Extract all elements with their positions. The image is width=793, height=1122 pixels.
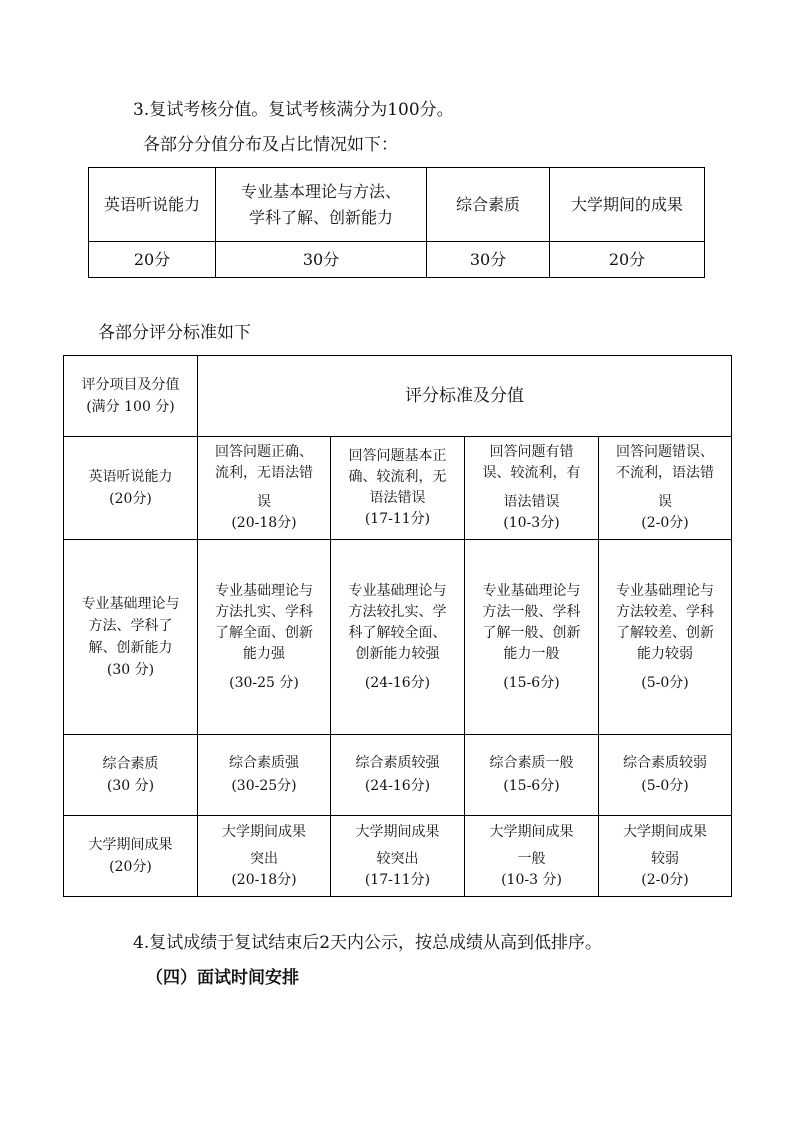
cell-line: 综合素质一般: [489, 755, 574, 771]
cell-line: 综合素质较弱: [623, 755, 707, 771]
value-cell-achievements: 20分: [550, 242, 705, 278]
cell-line: 一般: [517, 850, 546, 867]
header-cell-quality: 综合素质: [427, 168, 550, 242]
cell-line: 误、较流利，有: [482, 465, 581, 481]
item-line: (20分): [109, 491, 152, 507]
cell-line: 方法较差、学科: [616, 603, 714, 620]
criteria-item-theory: [64, 540, 198, 735]
criteria-cell: [465, 816, 599, 897]
cell-line: 回答问题基本正: [348, 448, 447, 464]
cell-line: 确、较流利，无: [348, 469, 447, 485]
cell-line: 大学期间成果: [222, 823, 306, 840]
cell-line: 语法错误: [503, 494, 560, 510]
criteria-cell: [331, 437, 465, 540]
item-line: 解、创新能力: [88, 640, 173, 656]
cell-score: (15-6分): [503, 778, 560, 794]
criteria-cell: [465, 437, 599, 540]
criteria-cell: [599, 437, 732, 540]
criteria-header-left: [64, 356, 198, 437]
criteria-cell: [331, 735, 465, 816]
criteria-item-english: [64, 437, 198, 540]
table-row: [64, 540, 732, 735]
cell-line: 误: [257, 494, 271, 510]
cell-line: 方法扎实、学科: [215, 603, 313, 620]
criteria-cell: [198, 437, 331, 540]
criteria-cell: [599, 816, 732, 897]
cell-line: 专业基础理论与: [348, 582, 447, 599]
cell-line: 回答问题错误、: [616, 444, 714, 460]
cell-line: 了解较差、创新: [616, 624, 714, 641]
criteria-cell: [198, 735, 331, 816]
cell-score: (5-0分): [641, 674, 689, 691]
cell-line: 能力强: [243, 645, 285, 662]
criteria-table: [63, 355, 732, 897]
item-line: (20分): [109, 859, 152, 875]
cell-line: 流利，无语法错: [215, 465, 313, 481]
cell-line: 突出: [250, 850, 278, 867]
header-cell-english: 英语听说能力: [89, 168, 216, 242]
criteria-cell: [465, 540, 599, 735]
cell-line: 回答问题有错: [489, 444, 574, 460]
cell-score: (10-3 分): [501, 871, 562, 888]
cell-line: 大学期间成果: [623, 823, 707, 840]
cell-line: 了解一般、创新: [482, 624, 581, 641]
table-row: [89, 242, 705, 278]
distribution-table: [88, 167, 705, 278]
cell-line: 方法较扎实、学: [348, 603, 447, 620]
item-line: 英语听说能力: [88, 469, 173, 485]
cell-score: (5-0分): [641, 778, 689, 794]
criteria-cell: [331, 816, 465, 897]
criteria-item-quality: [64, 735, 198, 816]
cell-line: 专业基础理论与: [482, 582, 581, 599]
criteria-header-left-line1: 评分项目及分值: [81, 377, 180, 393]
item-line: (30 分): [106, 778, 155, 794]
item-line: 大学期间成果: [88, 837, 173, 853]
header-cell-achievements: 大学期间的成果: [550, 168, 705, 242]
criteria-item-achievements: [64, 816, 198, 897]
cell-line: 方法一般、学科: [482, 603, 581, 620]
cell-line: 专业基础理论与: [616, 582, 714, 599]
cell-line: 能力较弱: [637, 645, 693, 662]
criteria-header-left-line2: (满分 100 分): [86, 399, 175, 415]
table-row: [64, 735, 732, 816]
cell-line: 大学期间成果: [489, 823, 574, 840]
table-row: [64, 356, 732, 437]
cell-score: (20-18分): [231, 871, 297, 888]
criteria-header-right: 评分标准及分值: [198, 356, 732, 437]
cell-line: 能力一般: [503, 645, 560, 662]
cell-line: 不流利，语法错: [616, 465, 714, 481]
item-line: 综合素质: [102, 756, 159, 772]
cell-line: 综合素质较强: [355, 755, 440, 771]
criteria-cell: [599, 540, 732, 735]
cell-line: 专业基础理论与: [215, 582, 313, 599]
criteria-cell: [465, 735, 599, 816]
table-row: [89, 168, 705, 242]
cell-score: (2-0分): [641, 871, 689, 888]
publication-paragraph: 4.复试成绩于复试结束后2天内公示，按总成绩从高到低排序。: [133, 933, 603, 953]
item-line: (30 分): [106, 662, 155, 678]
cell-score: (2-0分): [641, 515, 689, 531]
value-cell-quality: 30分: [427, 242, 550, 278]
item-line: 专业基础理论与: [81, 596, 180, 612]
cell-line: 回答问题正确、: [215, 444, 313, 460]
cell-score: (30-25分): [231, 778, 297, 794]
criteria-cell: [198, 540, 331, 735]
criteria-intro-paragraph: 各部分评分标准如下: [98, 323, 251, 343]
header-cell-theory: [216, 168, 427, 242]
cell-score: (30-25 分): [229, 674, 299, 691]
cell-score: (24-16分): [364, 674, 431, 691]
cell-score: (15-6分): [503, 674, 560, 691]
value-cell-english: 20分: [89, 242, 216, 278]
cell-line: 大学期间成果: [355, 823, 440, 840]
cell-score: (24-16分): [364, 778, 431, 794]
table-row: [64, 437, 732, 540]
header-cell-theory-line2: 学科了解、创新能力: [248, 207, 393, 227]
cell-score: (17-11分): [364, 871, 431, 888]
cell-score: (20-18分): [231, 515, 297, 531]
criteria-cell: [331, 540, 465, 735]
cell-score: (10-3分): [503, 515, 560, 531]
cell-line: 语法错误: [369, 490, 426, 506]
section-heading-interview-schedule: （四）面试时间安排: [146, 968, 299, 988]
cell-line: 较弱: [651, 850, 679, 867]
value-cell-theory: 30分: [216, 242, 427, 278]
score-intro-paragraph: 3.复试考核分值。复试考核满分为100分。: [133, 100, 454, 120]
cell-line: 科了解较全面、: [348, 624, 447, 641]
cell-line: 误: [658, 494, 672, 510]
cell-line: 创新能力较强: [355, 645, 440, 662]
distribution-intro-paragraph: 各部分分值分布及占比情况如下：: [143, 135, 398, 155]
cell-score: (17-11分): [364, 511, 431, 527]
table-row: [64, 816, 732, 897]
cell-line: 较突出: [376, 850, 419, 867]
criteria-cell: [599, 735, 732, 816]
header-cell-theory-line1: 专业基本理论与方法、: [240, 181, 401, 201]
item-line: 方法、学科了: [88, 618, 173, 634]
criteria-cell: [198, 816, 331, 897]
cell-line: 了解全面、创新: [215, 624, 313, 641]
cell-line: 综合素质强: [229, 755, 299, 771]
